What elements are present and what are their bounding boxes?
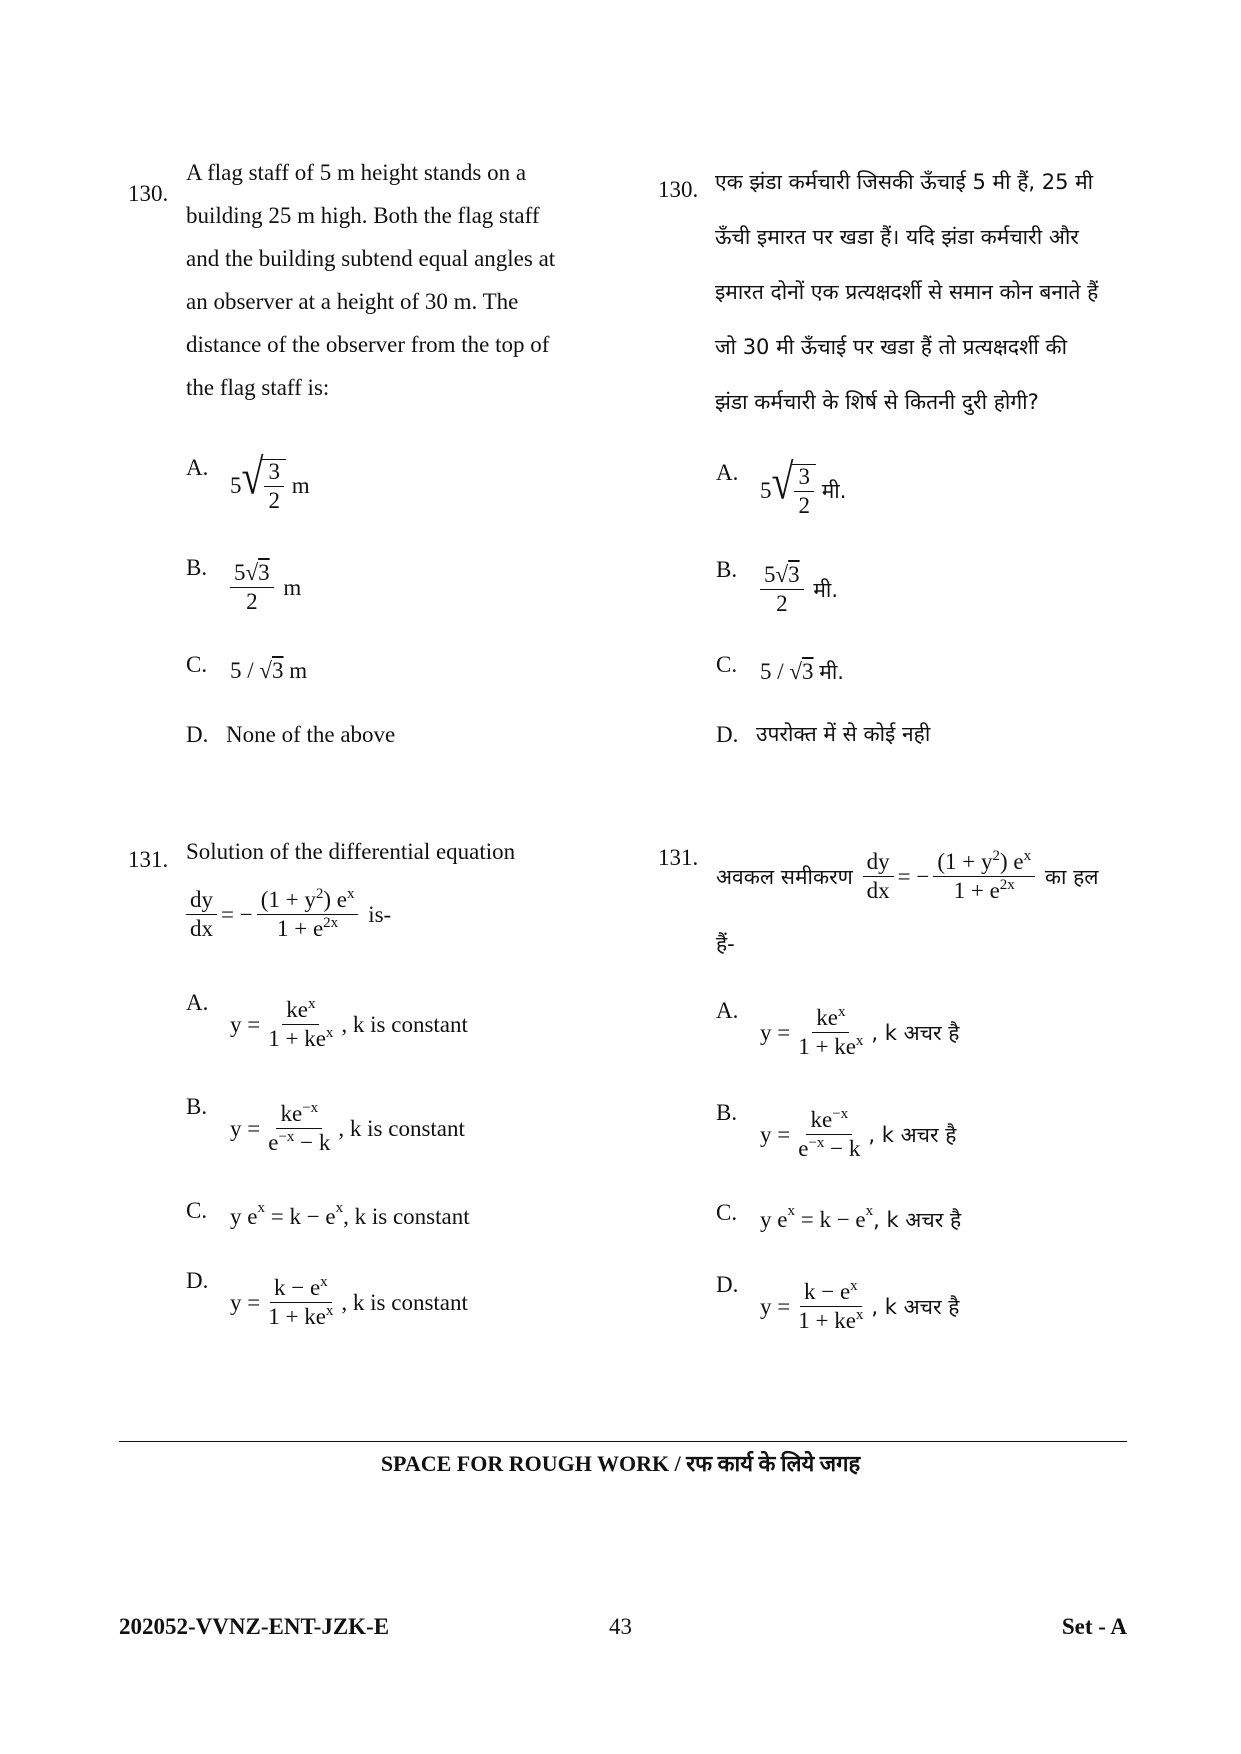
set-label: Set - A	[1061, 1614, 1127, 1639]
text-line: A flag staff of 5 m height stands on a	[186, 160, 527, 185]
rough-work-heading: SPACE FOR ROUGH WORK / रफ कार्य के लिये जगह	[380, 1451, 861, 1476]
option-value: 5 √ $\frac{3}{2}$ m	[230, 448, 310, 514]
question-text	[186, 151, 555, 409]
differential-equation: $\frac{dy}{dx}$ = − $\frac{(1 + y^2) e^x}{1 + e^{2x}}$ is-	[186, 888, 391, 941]
option-value: y = $\frac{ke^x}{1 + ke^x}$ , k अचर है	[760, 1004, 960, 1060]
option-text: None of the above	[226, 722, 396, 747]
option-label: B.	[186, 1094, 208, 1119]
option-value: y = $\frac{ke^x}{1 + ke^x}$ , k is constant	[230, 996, 468, 1052]
question-number: 130.	[128, 181, 169, 206]
text-line: इमारत दोनों एक प्रत्यक्षदर्शी से समान कोन बनाते हैं	[715, 280, 1099, 304]
option-value: $\frac{5√3}{2}$ मी.	[756, 563, 838, 616]
option-label: C.	[186, 1198, 208, 1223]
option-value: y e x = k − e x , k is constant	[230, 1199, 470, 1229]
paper-code: 202052-VVNZ-ENT-JZK-E	[119, 1614, 390, 1639]
question-intro: Solution of the differential equation	[186, 839, 516, 864]
question-number: 131.	[128, 847, 169, 872]
option-label: D.	[186, 722, 209, 747]
option-label: C.	[716, 652, 738, 677]
text-line: झंडा कर्मचारी के शिर्ष से कितनी दुरी होगी?	[715, 390, 1039, 414]
option-value: 5 √ $\frac{3}{2}$ मी.	[760, 453, 847, 519]
option-value: y = $\frac{ke^{-x}}{e^{-x} - k}$ , k अचर है	[760, 1106, 957, 1162]
option-label: B.	[716, 1100, 738, 1125]
option-value: 5 / √ 3 मी.	[760, 659, 844, 684]
option-value: $\frac{5√3}{2}$ m	[226, 561, 301, 614]
option-value: y = $\frac{k - e^x}{1 + ke^x}$ , k is constant	[230, 1274, 468, 1330]
text-line: distance of the observer from the top of	[186, 332, 550, 357]
option-value: 5 / √ 3 m	[230, 658, 308, 683]
option-label: A.	[186, 990, 209, 1015]
option-label: A.	[186, 455, 209, 480]
text-line: the flag staff is:	[186, 375, 330, 400]
text-line: एक झंडा कर्मचारी जिसकी ऊँचाई 5 मी हैं, 25 मी	[715, 170, 1094, 194]
option-value: y e x = k − e x , k अचर है	[760, 1202, 962, 1232]
text-line: an observer at a height of 30 m. The	[186, 289, 519, 314]
option-label: D.	[186, 1268, 209, 1293]
option-value: y = $\frac{k - e^x}{1 + ke^x}$ , k अचर है	[760, 1278, 960, 1334]
option-label: D.	[716, 1272, 739, 1297]
option-label: C.	[716, 1200, 738, 1225]
option-label: C.	[186, 652, 208, 677]
option-label: A.	[716, 460, 739, 485]
divider	[119, 1441, 1127, 1442]
differential-equation: अवकल समीकरण $\frac{dy}{dx}$ = − $\frac{(1 + y^2) e^x}{1 + e^{2x}}$ का हल	[716, 848, 1099, 904]
option-value: y = $\frac{ke^{-x}}{e^{-x} - k}$ , k is constant	[230, 1100, 465, 1156]
text-line: जो 30 मी ऊँचाई पर खडा हैं तो प्रत्यक्षदर्शी की	[715, 335, 1068, 359]
question-text	[715, 155, 1098, 430]
question-number: 130.	[658, 177, 699, 202]
text-line: हैं-	[716, 932, 735, 956]
option-label: A.	[716, 998, 739, 1023]
text-line: ऊँची इमारत पर खडा हैं। यदि झंडा कर्मचारी और	[715, 225, 1079, 249]
option-label: B.	[716, 557, 738, 582]
option-label: D.	[716, 722, 739, 747]
option-label: B.	[186, 555, 208, 580]
page-number: 43	[609, 1614, 632, 1639]
text-line: and the building subtend equal angles at	[186, 246, 556, 271]
question-number: 131.	[658, 845, 699, 870]
option-text: उपरोक्त में से कोई नही	[756, 722, 931, 746]
text-line: building 25 m high. Both the flag staff	[186, 203, 540, 228]
